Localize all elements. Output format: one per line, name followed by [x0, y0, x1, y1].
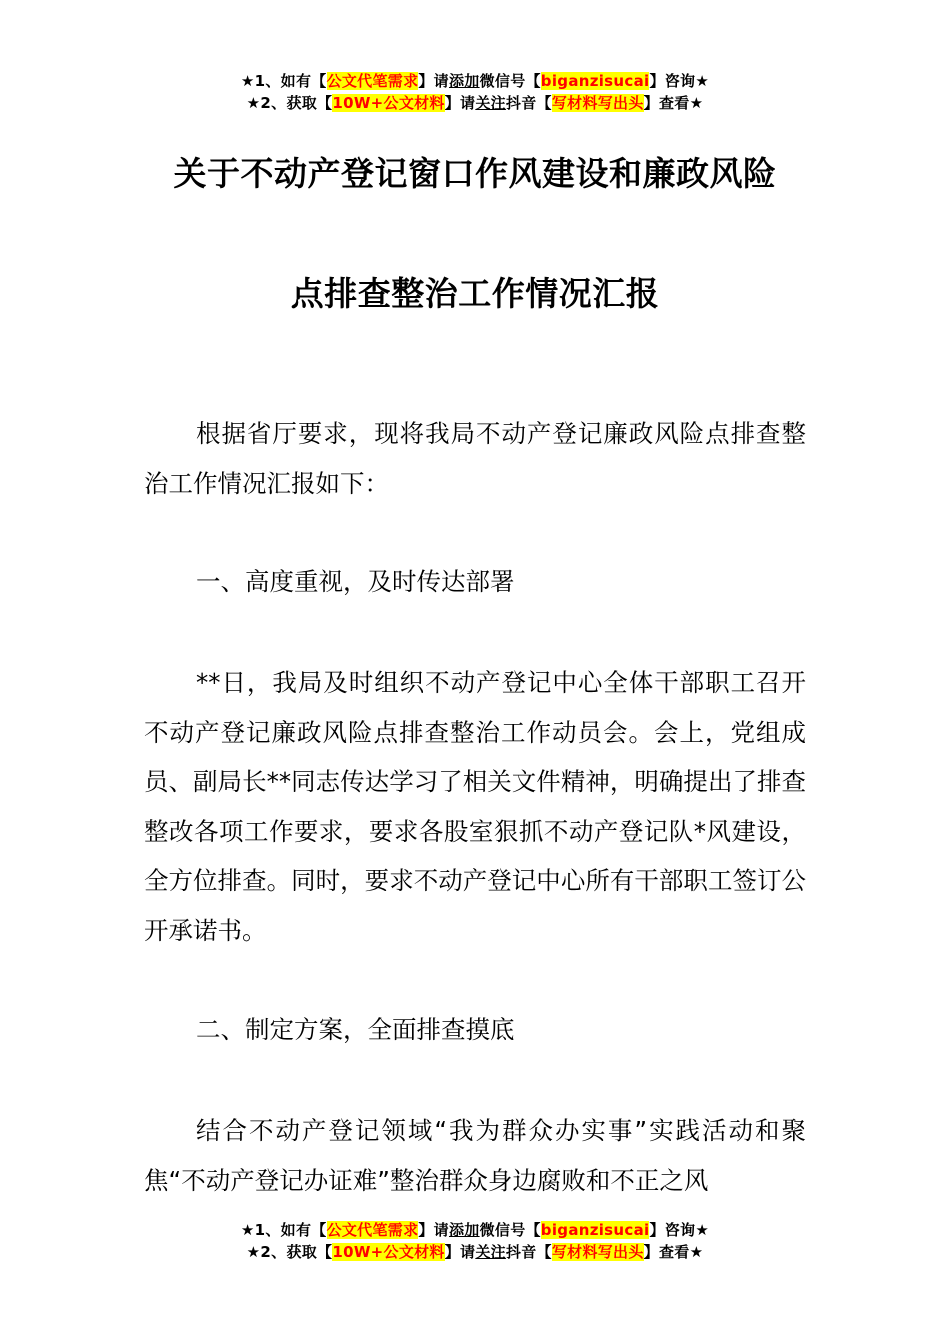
ad-line-1 [0, 1219, 950, 1241]
ad-highlight-service: 公文代笔需求 [326, 1221, 419, 1239]
ad-text: 】请 [418, 1221, 449, 1239]
ad-text: 】咨询★ [649, 1221, 710, 1239]
ad-text: 】请 [444, 1243, 476, 1261]
ad-text: 】查看★ [643, 94, 704, 112]
ad-text: 】查看★ [643, 1243, 704, 1261]
ad-text: 微信号【 [479, 1221, 541, 1239]
ad-underline-add: 添加 [448, 72, 480, 90]
ad-highlight-wechat: biganzisucai [540, 1221, 650, 1239]
ad-text: ★2、获取【 [246, 1243, 333, 1261]
ad-highlight-douyin: 写材料写出头 [551, 1243, 644, 1261]
intro-paragraph: 根据省厅要求，现将我局不动产登记廉政风险点排查整治工作情况汇报如下： [144, 419, 806, 498]
ad-text: 】请 [418, 72, 449, 90]
document-title-line-1: 关于不动产登记窗口作风建设和廉政风险 [173, 154, 777, 193]
ad-text: ★2、获取【 [246, 94, 333, 112]
ad-text: 】咨询★ [649, 72, 710, 90]
ad-text: ★1、如有【 [240, 72, 327, 90]
section-1-paragraph: **日，我局及时组织不动产登记中心全体干部职工召开不动产登记廉政风险点排查整治工作动员会。会上，党组成员、副局长**同志传达学习了相关文件精神，明确提出了排查整改各项工作要求，要求各股室狠抓不动产登记队*风建设，全方位排查。同时，要求不动产登记中心所有干部职工签订公开承诺书。 [144, 668, 806, 945]
section-heading-1: 一、高度重视，及时传达部署 [196, 567, 515, 596]
ad-text: 抖音【 [505, 94, 552, 112]
ad-underline-follow: 关注 [475, 1243, 506, 1261]
ad-text: 微信号【 [479, 72, 541, 90]
ad-text: 抖音【 [505, 1243, 552, 1261]
ad-line-2 [0, 92, 950, 114]
ad-highlight-materials: 10W+公文材料 [332, 94, 445, 112]
ad-text: 】请 [444, 94, 476, 112]
ad-text: ★1、如有【 [240, 1221, 327, 1239]
ad-line-2 [0, 1241, 950, 1263]
ad-underline-add: 添加 [448, 1221, 480, 1239]
ad-highlight-service: 公文代笔需求 [326, 72, 419, 90]
ad-footer [0, 1219, 950, 1263]
ad-highlight-douyin: 写材料写出头 [551, 94, 644, 112]
document-title-line-2: 点排查整治工作情况汇报 [290, 274, 660, 313]
section-2-paragraph: 结合不动产登记领域“我为群众办实事”实践活动和聚焦“不动产登记办证难”整治群众身边腐败和不正之风 [144, 1116, 806, 1195]
ad-line-1 [0, 70, 950, 92]
ad-highlight-materials: 10W+公文材料 [332, 1243, 445, 1261]
section-heading-2: 二、制定方案，全面排查摸底 [196, 1015, 515, 1044]
ad-highlight-wechat: biganzisucai [540, 72, 650, 90]
ad-underline-follow: 关注 [475, 94, 506, 112]
ad-header [0, 70, 950, 114]
